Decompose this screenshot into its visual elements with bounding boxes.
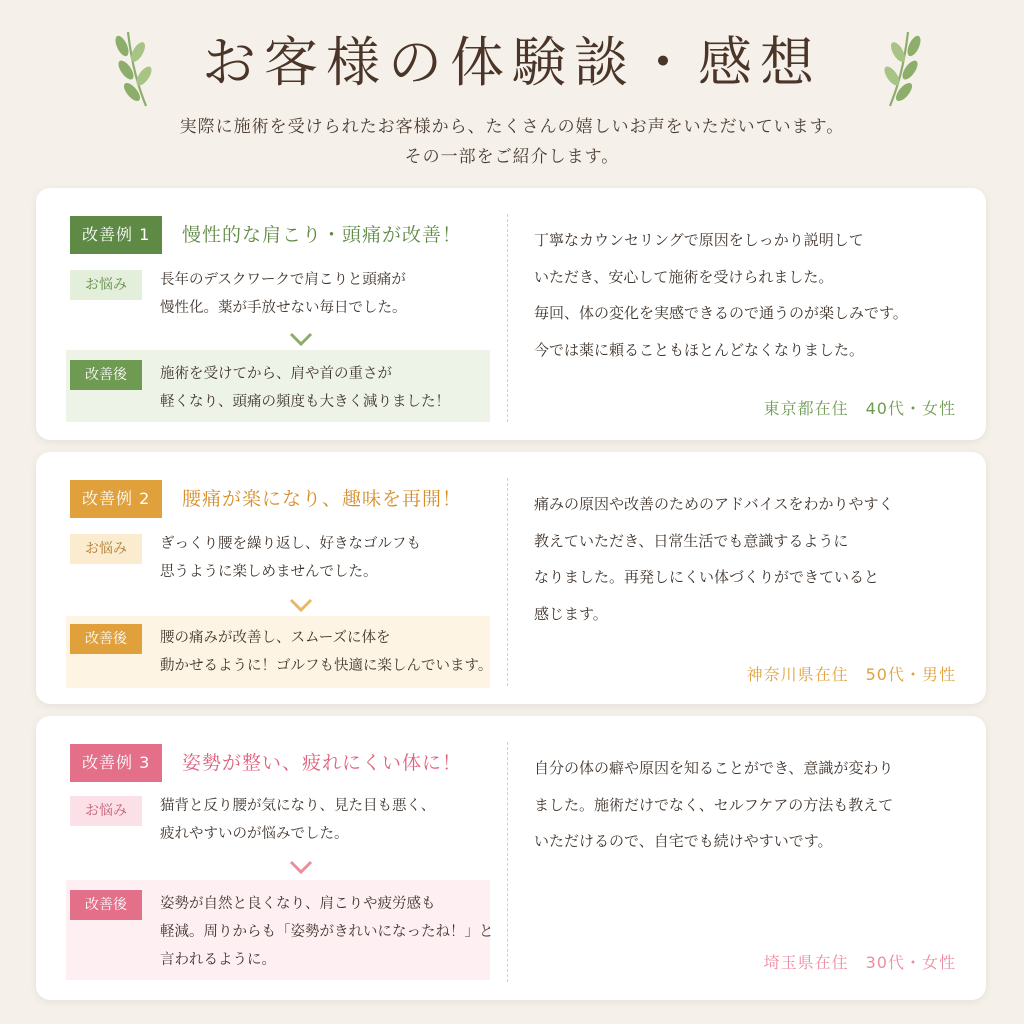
divider (507, 478, 508, 686)
after-line: 腰の痛みが改善し、スムーズに体を (160, 630, 391, 646)
after-text (160, 624, 492, 680)
testimonial-comment (534, 222, 908, 368)
testimonial-card (36, 452, 986, 704)
case-title: 姿勢が整い、疲れにくい体に！ (182, 752, 463, 774)
comment-line: 自分の体の癖や原因を知ることができ、意識が変わり (534, 759, 894, 777)
header (0, 0, 1024, 185)
worry-text (160, 266, 407, 322)
comment-line: いただき、安心して施術を受けられました。 (534, 267, 834, 286)
customer-info: 神奈川県在住 50代・男性 (746, 665, 956, 684)
chevron-down-icon (289, 332, 313, 346)
case-badge: 改善例 3 (70, 744, 162, 782)
after-line: 動かせるように！ゴルフも快適に楽しんでいます。 (160, 658, 493, 674)
testimonial-comment (534, 486, 894, 632)
case-title: 慢性的な肩こり・頭痛が改善！ (182, 224, 463, 246)
after-text (160, 890, 494, 974)
divider (507, 742, 508, 982)
comment-line: 毎回、体の変化を実感できるので通うのが楽しみです。 (534, 304, 908, 322)
testimonial-card (36, 188, 986, 440)
case-summary (36, 188, 506, 440)
worry-line: 思うように楽しめませんでした。 (160, 564, 378, 580)
leaf-branch-icon (878, 26, 928, 110)
case-summary (36, 716, 506, 1000)
worry-label: お悩み (70, 270, 142, 300)
page-title: お客様の体験談・感想 (202, 31, 822, 94)
after-label: 改善後 (70, 624, 142, 654)
worry-label: お悩み (70, 534, 142, 564)
comment-line: なりました。再発しにくい体づくりができていると (534, 568, 880, 586)
after-line: 軽くなり、頭痛の頻度も大きく減りました！ (160, 394, 450, 410)
customer-info: 東京都在住 40代・女性 (763, 399, 956, 418)
comment-line: 感じます。 (534, 604, 608, 623)
comment-line: 教えていただき、日常生活でも意識するように (534, 531, 849, 550)
comment-line: 痛みの原因や改善のためのアドバイスをわかりやすく (534, 495, 894, 513)
worry-label: お悩み (70, 796, 142, 826)
worry-line: 慢性化。薬が手放せない毎日でした。 (160, 300, 407, 316)
chevron-down-icon (289, 860, 313, 874)
comment-line: いただけるので、自宅でも続けやすいです。 (534, 832, 833, 850)
after-line: 姿勢が自然と良くなり、肩こりや疲労感も (160, 896, 436, 912)
after-label: 改善後 (70, 360, 142, 390)
worry-line: 長年のデスクワークで肩こりと頭痛が (160, 272, 406, 288)
comment-line: 丁寧なカウンセリングで原因をしっかり説明して (534, 231, 864, 249)
after-line: 言われるように。 (160, 952, 276, 968)
worry-text (160, 530, 421, 586)
case-summary (36, 452, 506, 704)
page-subtitle (0, 112, 1024, 172)
subtitle-line: その一部をご紹介します。 (404, 147, 620, 167)
comment-line: ました。施術だけでなく、セルフケアの方法も教えて (534, 795, 894, 814)
worry-text (160, 792, 435, 848)
divider (507, 214, 508, 422)
after-line: 施術を受けてから、肩や首の重さが (160, 366, 392, 382)
after-label: 改善後 (70, 890, 142, 920)
comment-line: 今では薬に頼ることもほとんどなくなりました。 (534, 340, 865, 359)
case-title: 腰痛が楽になり、趣味を再開！ (182, 488, 463, 510)
customer-info: 埼玉県在住 30代・女性 (763, 953, 956, 972)
case-badge: 改善例 1 (70, 216, 162, 254)
case-badge: 改善例 2 (70, 480, 162, 518)
subtitle-line: 実際に施術を受けられたお客様から、たくさんの嬉しいお声をいただいています。 (179, 117, 845, 137)
testimonial-comment (534, 750, 893, 860)
after-text (160, 360, 450, 416)
worry-line: ぎっくり腰を繰り返し、好きなゴルフも (160, 536, 421, 552)
worry-line: 猫背と反り腰が気になり、見た目も悪く、 (160, 798, 436, 814)
chevron-down-icon (289, 598, 313, 612)
after-line: 軽減。周りからも「姿勢がきれいになったね！」と (160, 924, 494, 940)
testimonial-card (36, 716, 986, 1000)
worry-line: 疲れやすいのが悩みでした。 (160, 826, 349, 842)
